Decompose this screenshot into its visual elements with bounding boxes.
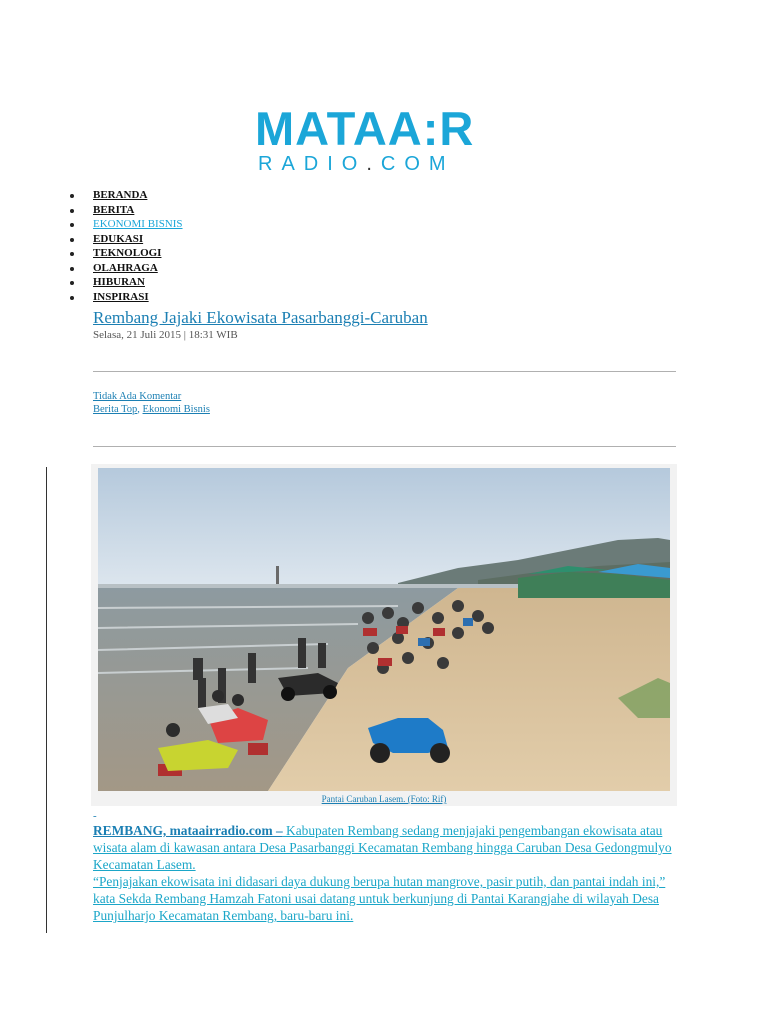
nav-link-olahraga[interactable]: OLAHRAGA <box>93 261 158 274</box>
article-date: Selasa, 21 Juli 2015 | 18:31 WIB <box>93 329 238 341</box>
beach-photo[interactable] <box>98 468 670 791</box>
nav-link-teknologi[interactable]: TEKNOLOGI <box>93 247 162 259</box>
nav-link-beranda[interactable]: BERANDA <box>93 189 148 201</box>
logo-wordmark: MATAA:R <box>255 102 475 155</box>
nav-item-berita <box>64 203 183 218</box>
comments-link-row <box>93 391 181 402</box>
logo-subtitle-radio: RADIO <box>258 153 367 175</box>
comments-link[interactable]: Tidak Ada Komentar <box>93 391 182 402</box>
category-link-berita-top[interactable]: Berita Top <box>93 404 138 415</box>
nav-item-edukasi <box>64 232 183 247</box>
article-body <box>93 822 683 924</box>
category-link-ekonomi-bisnis[interactable]: Ekonomi Bisnis <box>142 404 210 415</box>
caption-dash: - <box>93 810 97 822</box>
logo-subtitle-dot: . <box>366 153 381 175</box>
site-logo[interactable] <box>255 104 515 174</box>
photo-figure <box>91 464 677 806</box>
left-rule <box>46 467 47 933</box>
nav-item-ekonomi-bisnis <box>64 217 183 232</box>
nav-item-teknologi <box>64 246 183 261</box>
nav-link-berita[interactable]: BERITA <box>93 203 135 216</box>
nav-link-inspirasi[interactable]: INSPIRASI <box>93 290 149 303</box>
category-separator: , <box>137 404 143 415</box>
photo-caption[interactable]: Pantai Caruban Lasem. (Foto: Rif) <box>321 794 447 804</box>
divider-bottom <box>93 446 676 447</box>
nav-item-inspirasi <box>64 290 183 305</box>
beach-photo-image <box>98 468 670 791</box>
main-nav <box>64 188 183 304</box>
article-dateline[interactable]: REMBANG, mataairradio.com – <box>93 823 283 838</box>
nav-item-beranda <box>64 188 183 203</box>
logo-subtitle <box>258 153 455 175</box>
nav-link-hiburan[interactable]: HIBURAN <box>93 276 145 288</box>
article-paragraph-1-text[interactable]: Kabupaten Rembang sedang menjajaki pengembangan ekowisata atau wisata alam di kawasan antara Desa Pasarbanggi Kecamatan Rembang hingga Caruban Desa Gedongmulyo Kecamatan Lasem. <box>93 823 672 872</box>
article-paragraph-2-text[interactable]: “Penjajakan ekowisata ini didasari daya dukung berupa hutan mangrove, pasir putih, dan pantai indah ini,” kata Sekda Rembang Hamzah Fatoni usai datang untuk berkunjung di Pantai Karangjahe di wilayah Desa Punjulharjo Kecamatan Rembang, baru-baru ini. <box>93 874 666 923</box>
nav-link-ekonomi-bisnis[interactable]: EKONOMI BISNIS <box>93 218 183 230</box>
divider-top <box>93 371 676 372</box>
category-links <box>93 404 210 415</box>
nav-item-hiburan <box>64 275 183 290</box>
nav-link-edukasi[interactable]: EDUKASI <box>93 232 144 245</box>
article-paragraph-1 <box>93 822 683 873</box>
article-paragraph-2 <box>93 873 683 924</box>
logo-subtitle-com: COM <box>380 153 455 175</box>
article-title[interactable]: Rembang Jajaki Ekowisata Pasarbanggi-Caruban <box>93 308 428 327</box>
nav-item-olahraga <box>64 261 183 276</box>
